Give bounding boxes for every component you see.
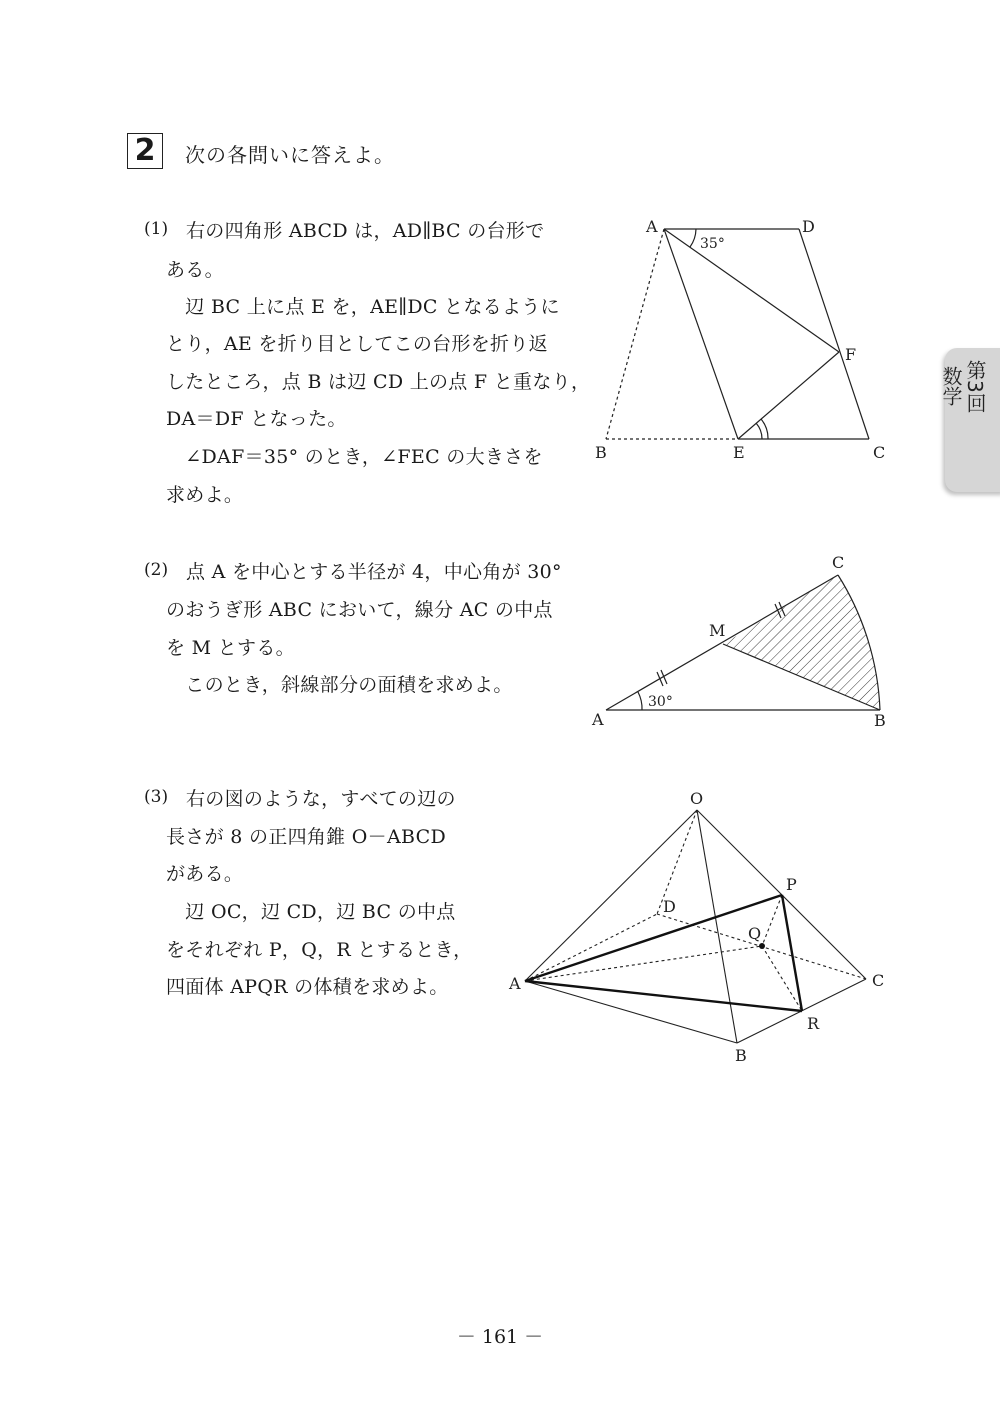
problem3-line: がある。 [166, 863, 244, 885]
trapezoid-figure [0, 0, 1000, 520]
problem3-line: 四面体 APQR の体積を求めよ。 [166, 976, 449, 998]
problem2-number: (2) [144, 560, 169, 580]
edge-AE [664, 229, 738, 439]
problem2-line: このとき，斜線部分の面積を求めよ。 [166, 674, 513, 696]
problem2-line: のおうぎ形 ABC において，線分 AC の中点 [166, 599, 553, 621]
tick-AM-1 [657, 672, 663, 686]
label-C: C [832, 553, 845, 572]
problem1-line: 右の四角形 ABCD は，AD∥BC の台形で [186, 220, 545, 242]
angle-label-35: 35° [700, 236, 725, 252]
label-B: B [595, 443, 607, 462]
problem3-line: をそれぞれ P，Q，R とするとき， [166, 939, 473, 961]
edge-DC [799, 229, 869, 439]
problem3-number: (3) [144, 787, 169, 807]
problem1-line: したところ，点 B は辺 CD 上の点 F と重なり， [166, 371, 591, 393]
angle-label-30: 30° [648, 694, 673, 710]
problem2-line: 点 A を中心とする半径が 4，中心角が 30° [186, 561, 562, 583]
label-R: R [807, 1014, 820, 1033]
segment-PQ-hidden [762, 895, 782, 946]
label-C: C [873, 443, 886, 462]
problem3-line: 右の図のような，すべての辺の [186, 788, 456, 810]
problem3-line: 辺 OC，辺 CD，辺 BC の中点 [166, 901, 456, 923]
problem1-line: ∠DAF＝35° のとき，∠FEC の大きさを [166, 446, 543, 468]
edge-AB-dashed [606, 229, 664, 439]
label-M: M [709, 621, 726, 640]
problem1-line: 求めよ。 [166, 484, 244, 506]
problem3-line: 長さが 8 の正四角錐 O－ABCD [166, 826, 446, 848]
problem1-line: とり，AE を折り目としてこの台形を折り返 [166, 333, 548, 355]
label-Q: Q [748, 924, 762, 943]
problem1-number: (1) [144, 219, 169, 239]
pyramid-figure [0, 780, 1000, 1080]
label-A: A [592, 710, 604, 729]
edge-AB [525, 981, 737, 1043]
label-B: B [874, 711, 886, 730]
shaded-region [723, 575, 880, 710]
problem2-line: を M とする。 [166, 637, 295, 659]
label-P: P [786, 875, 797, 894]
problem1-line: ある。 [166, 259, 224, 281]
label-A: A [509, 974, 521, 993]
tab-round: 第3回 [963, 360, 987, 413]
angle-30-arc [638, 692, 642, 710]
label-O: O [690, 789, 704, 808]
instruction-text: 次の各問いに答えよ。 [185, 143, 395, 167]
tab-subject: 数学 [939, 366, 963, 407]
angle-FEC-arc-1 [756, 423, 762, 439]
edge-AF [664, 229, 839, 352]
segment-AQ-hidden [525, 946, 762, 981]
edge-EF [738, 352, 839, 439]
problem1-line: 辺 BC 上に点 E を，AE∥DC となるように [166, 296, 560, 318]
edge-OA [525, 810, 697, 981]
label-F: F [845, 345, 857, 364]
sector-figure [0, 540, 1000, 740]
label-A: A [646, 217, 658, 236]
angle-DAF-arc [690, 229, 696, 247]
problem1-line: DA＝DF となった。 [166, 408, 347, 430]
question-number-box: 2 [127, 133, 163, 169]
point-Q [759, 943, 765, 949]
label-D: D [663, 897, 676, 916]
label-C: C [872, 971, 885, 990]
page-number: － 161 － [456, 1326, 544, 1348]
segment-AR [525, 981, 802, 1011]
label-D: D [802, 217, 815, 236]
edge-OB [697, 810, 737, 1043]
segment-AP [525, 895, 782, 981]
label-E: E [733, 443, 745, 462]
label-B: B [735, 1046, 747, 1065]
